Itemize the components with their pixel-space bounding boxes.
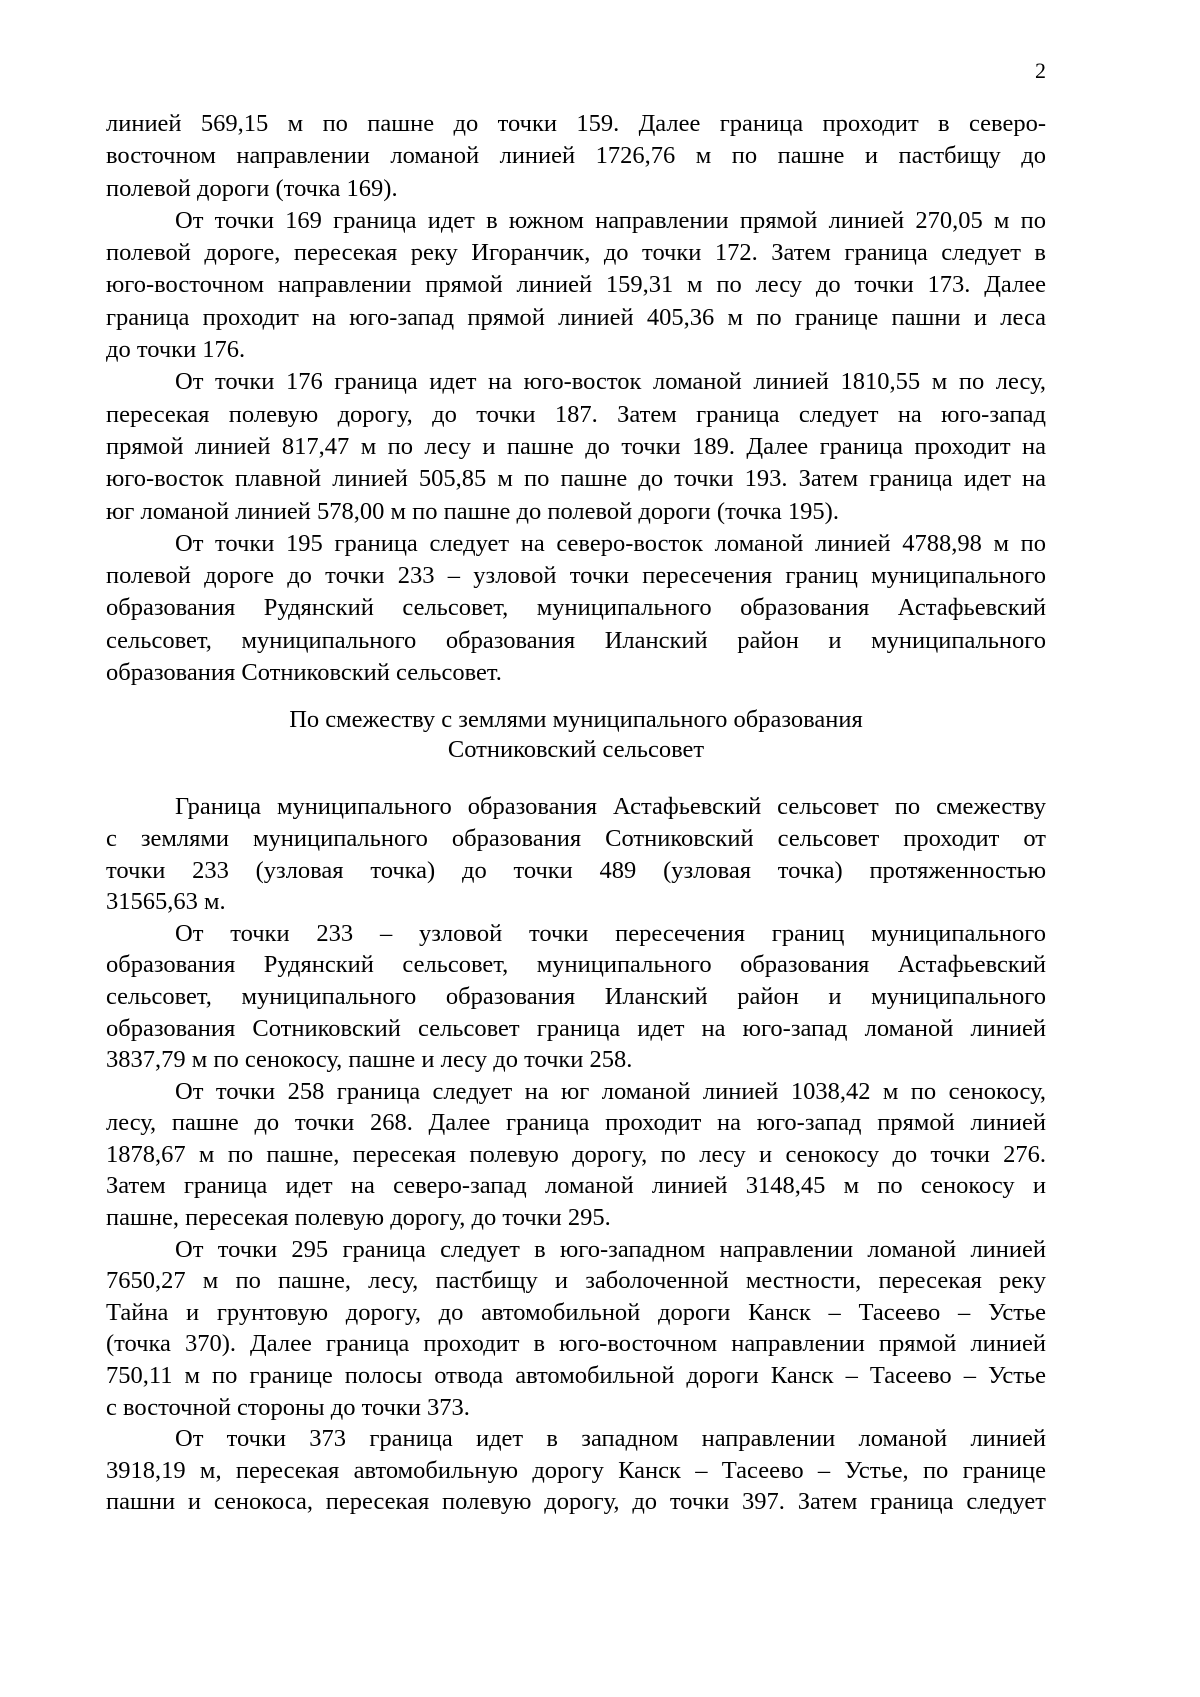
text-line: От точки 233 – узловой точки пересечения границ муниципального [175,919,1046,947]
text-line: юг ломаной линией 578,00 м по пашне до полевой дороги (точка 195). [106,497,839,525]
text-line: От точки 258 граница следует на юг ломаной линией 1038,42 м по сенокосу, [175,1077,1046,1105]
text-line: образования Сотниковский сельсовет. [106,659,502,687]
text-line: полевой дороге, пересекая реку Игоранчик, до точки 172. Затем граница следует в [106,239,1046,267]
text-line: От точки 169 граница идет в южном направлении прямой линией 270,05 м по [175,206,1046,234]
text-line: 3918,19 м, пересекая автомобильную дорогу Канск – Тасеево – Устье, по границе [106,1456,1046,1484]
text-line: с землями муниципального образования Сотниковский сельсовет проходит от [106,824,1046,852]
section-1 [106,108,1046,689]
text-line: образования Сотниковский сельсовет граница идет на юго-запад ломаной линией [106,1014,1046,1042]
text-line: От точки 176 граница идет на юго-восток ломаной линией 1810,55 м по лесу, [175,368,1046,396]
paragraph [106,205,1046,366]
heading-line: Сотниковский сельсовет [447,736,705,764]
text-line: восточном направлении ломаной линией 1726,76 м по пашне и пастбищу до [106,142,1046,170]
text-line: юго-восточном направлении прямой линией 159,31 м по лесу до точки 173. Далее [106,271,1046,299]
text-line: пересекая полевую дорогу, до точки 187. Затем граница следует на юго-запад [106,400,1046,428]
text-line: сельсовет, муниципального образования Иланский район и муниципального [106,982,1046,1010]
text-line: пашни и сенокоса, пересекая полевую дорогу, до точки 397. Затем граница следует [106,1488,1046,1516]
text-line: полевой дороги (точка 169). [106,174,398,202]
paragraph [106,1423,1046,1518]
text-line: линией 569,15 м по пашне до точки 159. Далее граница проходит в северо- [106,110,1046,137]
section-heading [106,705,1046,765]
text-line: (точка 370). Далее граница проходит в юго-восточном направлении прямой линией [106,1330,1046,1358]
page-number: 2 [1035,58,1046,83]
section-2 [106,791,1046,1518]
text-line: до точки 176. [106,336,246,364]
text-line: От точки 373 граница идет в западном направлении ломаной линией [175,1425,1046,1453]
text-line: лесу, пашне до точки 268. Далее граница проходит на юго-запад прямой линией [106,1109,1046,1137]
text-line: От точки 295 граница следует в юго-западном направлении ломаной линией [175,1235,1046,1263]
text-line: 7650,27 м по пашне, лесу, пастбищу и заболоченной местности, пересекая реку [106,1267,1046,1295]
text-line: граница проходит на юго-запад прямой линией 405,36 м по границе пашни и леса [106,303,1046,331]
text-line: образования Рудянский сельсовет, муниципального образования Астафьевский [106,594,1046,622]
text-line: Граница муниципального образования Астафьевский сельсовет по смежеству [175,793,1046,821]
paragraph [106,918,1046,1076]
paragraph [106,1076,1046,1234]
paragraph [106,108,1046,205]
text-line: 31565,63 м. [106,888,226,916]
document-body [106,108,1046,1518]
text-line: юго-восток плавной линией 505,85 м по пашне до точки 193. Затем граница идет на [106,465,1046,493]
text-line: 750,11 м по границе полосы отвода автомобильной дороги Канск – Тасеево – Устье [106,1362,1046,1390]
text-line: Затем граница идет на северо-запад ломаной линией 3148,45 м по сенокосу и [106,1172,1046,1200]
paragraph [106,366,1046,527]
text-line: От точки 195 граница следует на северо-восток ломаной линией 4788,98 м по [175,529,1046,557]
paragraph [106,791,1046,917]
text-line: точки 233 (узловая точка) до точки 489 (узловая точка) протяженностью [106,856,1046,884]
paragraph [106,528,1046,689]
text-line: 3837,79 м по сенокосу, пашне и лесу до точки 258. [106,1046,633,1074]
text-line: Тайна и грунтовую дорогу, до автомобильной дороги Канск – Тасеево – Устье [106,1298,1046,1326]
text-line: сельсовет, муниципального образования Иланский район и муниципального [106,626,1046,654]
text-line: полевой дороге до точки 233 – узловой точки пересечения границ муниципального [106,562,1046,590]
text-line: с восточной стороны до точки 373. [106,1393,470,1421]
heading-line: По смежеству с землями муниципального образования [289,706,863,734]
text-line: образования Рудянский сельсовет, муниципального образования Астафьевский [106,951,1046,979]
text-line: 1878,67 м по пашне, пересекая полевую дорогу, по лесу и сенокосу до точки 276. [106,1140,1046,1168]
text-line: прямой линией 817,47 м по лесу и пашне до точки 189. Далее граница проходит на [106,432,1046,460]
text-line: пашне, пересекая полевую дорогу, до точки 295. [106,1204,611,1232]
paragraph [106,1234,1046,1424]
